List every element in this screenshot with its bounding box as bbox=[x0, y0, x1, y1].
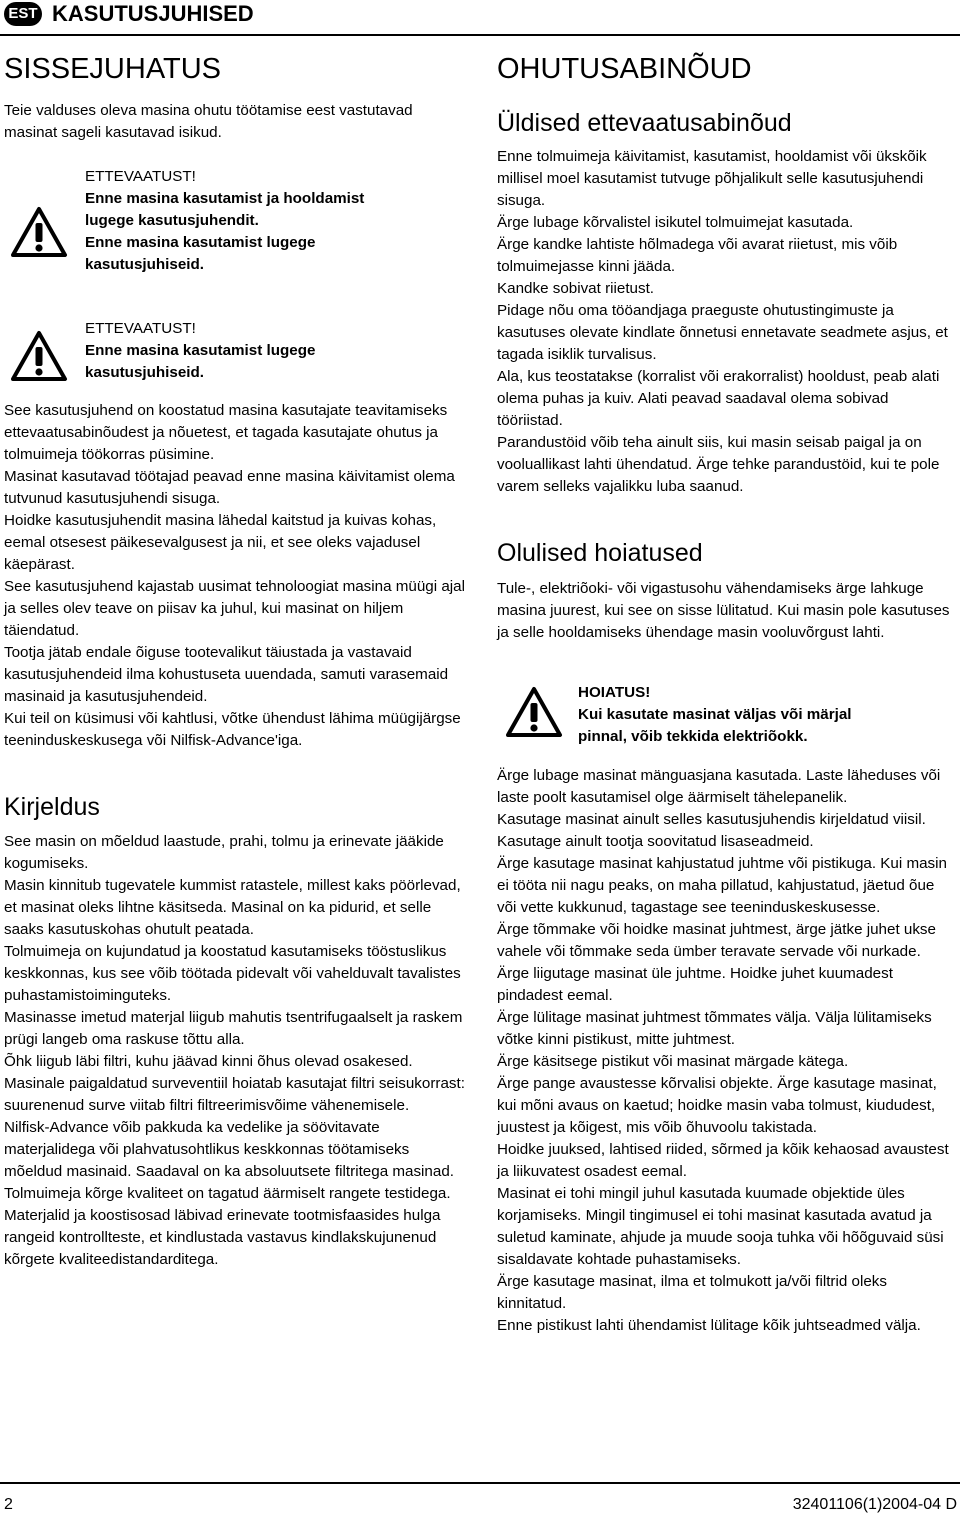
footer-rule bbox=[0, 1482, 960, 1484]
general-paragraph: Ala, kus teostatakse (korralist või erakorralist) hooldust, peab alati olema puhas ja kuiv. Alati peavad saadaval olema sobivad tööriistad. bbox=[497, 368, 940, 429]
description-paragraph: Tolmuimeja kõrge kvaliteet on tagatud äärmiselt rangete testidega. Materjalid ja koostisosad läbivad erinevate tootmisfaasides hulga rangeid kontrollteste, et kindlustada vastavus kindlakskujunenud kõrgete kvaliteedistandarditega. bbox=[4, 1185, 451, 1268]
intro-body-paragraph: See kasutusjuhend on koostatud masina kasutajate teavitamiseks ettevaatusabinõudest ja nõuetest, et tagada kasutajate ohutus ja tolmuimeja töökorras püsimine. bbox=[4, 402, 448, 463]
intro-title: SISSEJUHATUS bbox=[4, 53, 222, 85]
caution-1-line-2: Enne masina kasutamist ja hooldamist bbox=[85, 190, 365, 207]
intro-body-paragraph: Tootja jätab endale õiguse tootevalikut täiustada ja vastavaid kasutusjuhendeid ilma kohustuseta uuendada, samuti varasemaid masinaid ja kasutusjuhendeid. bbox=[4, 644, 449, 705]
description-paragraph: Masinasse imetud materjal liigub mahutis tsentrifugaalselt ja raskem prügi langeb oma raskuse tõttu alla. bbox=[4, 1009, 463, 1048]
general-paragraph: Ärge kandke lahtiste hõlmadega või avarat riietust, mis võib tolmuimejasse kinni jääda. bbox=[497, 236, 898, 275]
caution-1-heading: ETTEVAATUST! bbox=[85, 168, 196, 185]
description-paragraph: See masin on mõeldud laastude, prahi, tolmu ja erinevate jääkide kogumiseks. bbox=[4, 833, 444, 872]
description-paragraph: Masin kinnitub tugevatele kummist ratastele, millest kaks pöörlevad, et masinat oleks lihtne käsitseda. Masinal on ka pidurid, et selle saaks kasutuskohas ohutult peatada. bbox=[4, 877, 461, 938]
intro-body-paragraph: Hoidke kasutusjuhendit masina lähedal kaitstud ja kuivas kohas, eemal otsesest päikesevalgusest ja nii, et see oleks vajadusel käepärast. bbox=[4, 512, 437, 573]
general-precautions-body bbox=[497, 146, 957, 498]
warning-triangle-icon bbox=[505, 686, 563, 738]
warnings-list-paragraph: Ärge lülitage masinat juhtmest tõmmates välja. Välja lülitamiseks võtke kinni pistikust, mitte juhtmest. bbox=[497, 1009, 932, 1048]
warning-triangle-icon bbox=[10, 206, 68, 258]
description-paragraph: Nilfisk-Advance võib pakkuda ka vedelike ja söövitavate materjalidega või plahvatusohtlikus keskkonnas töötamiseks mõeldud masinaid. Saadaval on ka absoluutsete filtritega masinad. bbox=[4, 1119, 454, 1180]
document-code: 32401106(1)2004-04 D bbox=[792, 1496, 957, 1513]
warnings-list-paragraph: Ärge tõmmake või hoidke masinat juhtmest, ärge jätke juhet ukse vahele või tõmmake seda ümber teravate servade või nurkade. Ärge liigutage masinat üle juhtme. Hoidke juhet kuumadest pindadest eemal. bbox=[497, 921, 936, 1004]
intro-body-paragraph: Masinat kasutavad töötajad peavad enne masina käivitamist olema tutvunud kasutusjuhendi sisuga. bbox=[4, 468, 455, 507]
warnings-list-paragraph: Kasutage masinat ainult selles kasutusjuhendis kirjeldatud viisil. Kasutage ainult tootja soovitatud lisaseadmeid. bbox=[497, 811, 926, 850]
important-warnings-body bbox=[497, 578, 957, 644]
general-paragraph: Ärge lubage kõrvalistel isikutel tolmuimejat kasutada. bbox=[497, 214, 854, 231]
header-rule bbox=[0, 34, 960, 36]
description-title: Kirjeldus bbox=[4, 793, 100, 821]
intro-body-paragraph: See kasutusjuhend kajastab uusimat tehnoloogiat masina müügi ajal ja selles olev teave on piisav ka juhul, kui masinat on hiljem täiendatud. bbox=[4, 578, 465, 639]
page-number: 2 bbox=[4, 1496, 13, 1513]
general-paragraph: Pidage nõu oma tööandjaga praeguste ohutustingimuste ja kasutuses olevate kindlate õnnetusi ennetavate seadmete asjus, et tagada isiklik turvalisus. bbox=[497, 302, 948, 363]
hoiatus-line-3: pinnal, võib tekkida elektriõokk. bbox=[578, 728, 808, 745]
intro-body-paragraph: Kui teil on küsimusi või kahtlusi, võtke ühendust lähima müügijärgse teeninduskeskusega või Nilfisk-Advance'iga. bbox=[4, 710, 461, 749]
intro-body bbox=[4, 400, 466, 752]
description-paragraph: Masinale paigaldatud surveventiil hoiatab kasutajat filtri seisukorrast: suurenenud surve viitab filtri filtreerimisvõime vähenemisele. bbox=[4, 1075, 465, 1114]
hoiatus-heading: HOIATUS! bbox=[578, 684, 651, 701]
general-paragraph: Enne tolmuimeja käivitamist, kasutamist, hooldamist või ükskõik millisel moel kasutamist tutvuge põhjalikult selle kasutusjuhendi sisuga. bbox=[497, 148, 927, 209]
caution-1-line-4: Enne masina kasutamist lugege bbox=[85, 234, 316, 251]
caution-2-line-2: Enne masina kasutamist lugege bbox=[85, 342, 316, 359]
hoiatus-line-2: Kui kasutate masinat väljas või märjal bbox=[578, 706, 852, 723]
language-badge: EST bbox=[4, 2, 42, 26]
description-paragraph: Õhk liigub läbi filtri, kuhu jäävad kinni õhus olevad osakesed. bbox=[4, 1053, 413, 1070]
description-body bbox=[4, 831, 466, 1271]
warnings-list-paragraph: Ärge lubage masinat mänguasjana kasutada. Laste läheduses või laste poolt kasutamisel olge äärmiselt tähelepanelik. bbox=[497, 767, 941, 806]
general-paragraph: Kandke sobivat riietust. bbox=[497, 280, 655, 297]
general-precautions-title: Üldised ettevaatusabinõud bbox=[497, 109, 792, 137]
general-paragraph: Parandustöid võib teha ainult siis, kui masin seisab paigal ja on vooluallikast lahti ühendatud. Ärge tehke parandustöid, kui te pole varem selleks vajalikku luba saanud. bbox=[497, 434, 940, 495]
header-title: KASUTUSJUHISED bbox=[52, 1, 254, 26]
warnings-paragraph: Tule-, elektriõoki- või vigastusohu vähendamiseks ärge lahkuge masina juurest, kui see on sisse lülitatud. Kui masin pole kasutuses ja selle hooldamiseks ühendage masin vooluvõrgust lahti. bbox=[497, 580, 950, 641]
warnings-list-paragraph: Ärge kasutage masinat kahjustatud juhtme või pistikuga. Kui masin ei tööta nii nagu peaks, on maha pillatud, kahjustatud, jäetud õue või vette kukkunud, tagastage see teeninduskeskusesse. bbox=[497, 855, 947, 916]
warnings-list-paragraph: Ärge kasutage masinat, ilma et tolmukott ja/või filtrid oleks kinnitatud. bbox=[497, 1273, 887, 1312]
safety-title: OHUTUSABINÕUD bbox=[497, 53, 752, 85]
warnings-list-paragraph: Enne pistikust lahti ühendamist lülitage kõik juhtseadmed välja. bbox=[497, 1317, 921, 1334]
warnings-list-paragraph: Masinat ei tohi mingil juhul kasutada kuumade objektide üles korjamiseks. Mingil tingimusel ei tohi masinat kasutada avatud ja suletud kaminate, ahjude ja muude sooja tuhka või hõõguvaid süsi sisaldavate kohtade puhastamiseks. bbox=[497, 1185, 944, 1268]
description-paragraph: Tolmuimeja on kujundatud ja koostatud kasutamiseks tööstuslikus keskkonnas, kus see võib töötada pidevalt või vahelduvalt tavalistes puhastamistoiminguteks. bbox=[4, 943, 461, 1004]
caution-2-line-3: kasutusjuhiseid. bbox=[85, 364, 205, 381]
caution-1-line-5: kasutusjuhiseid. bbox=[85, 256, 205, 273]
caution-2-heading: ETTEVAATUST! bbox=[85, 320, 196, 337]
warnings-list-paragraph: Ärge käsitsege pistikut või masinat märgade kätega. bbox=[497, 1053, 849, 1070]
warnings-list-paragraph: Ärge pange avaustesse kõrvalisi objekte. Ärge kasutage masinat, kui mõni avaus on kaetud; hoidke masin vaba tolmust, kiududest, juustest ja kõigest, mis võib õhuvoolu takistada. bbox=[497, 1075, 937, 1136]
warnings-list-paragraph: Hoidke juuksed, lahtised riided, sõrmed ja kõik kehaosad avaustest ja liikuvatest osadest eemal. bbox=[497, 1141, 949, 1180]
warning-triangle-icon bbox=[10, 330, 68, 382]
important-warnings-title: Olulised hoiatused bbox=[497, 539, 703, 567]
hoiatus-block bbox=[497, 682, 957, 752]
intro-paragraph: Teie valduses oleva masina ohutu töötamise eest vastutavad masinat sageli kasutavad isikud. bbox=[4, 102, 413, 141]
warnings-list-body bbox=[497, 765, 957, 1337]
page-header bbox=[0, 0, 960, 36]
caution-1-line-3: lugege kasutusjuhendit. bbox=[85, 212, 259, 229]
